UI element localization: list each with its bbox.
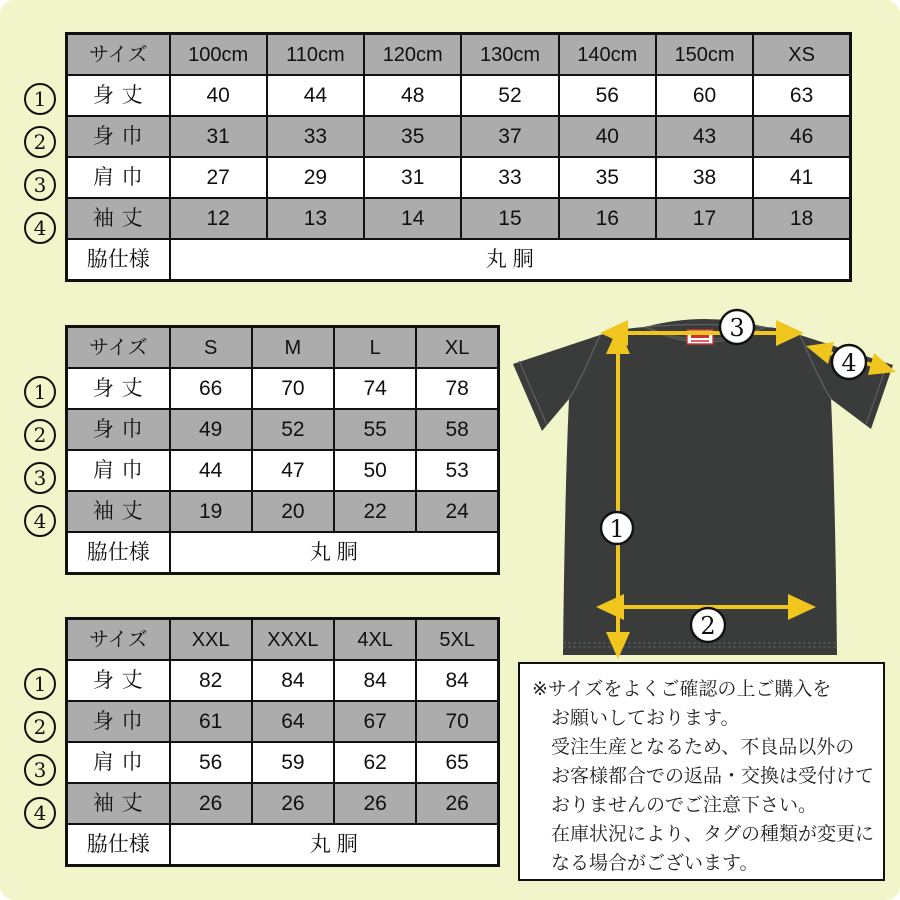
diagram-marker-3 [720,310,754,344]
measure-row-label: 肩 巾 [67,450,170,491]
measure-value-cell: 84 [416,660,498,701]
header-row [67,34,851,76]
size-column-header: XL [416,327,498,369]
measure-value-cell: 62 [334,742,416,783]
size-header-label: サイズ [67,619,170,661]
measure-value-cell: 52 [252,409,334,450]
measure-value-cell: 33 [461,157,558,198]
tshirt-illustration [500,303,900,663]
size-table-big [24,617,500,867]
svg-text:2: 2 [700,612,716,640]
measure-row-label: 身 丈 [67,368,170,409]
size-table [65,32,852,282]
measure-value-cell: 17 [656,198,753,239]
circled-number-2: 2 [24,711,56,743]
measure-value-cell: 66 [170,368,252,409]
circled-number-1: 1 [24,668,56,700]
measure-row-label: 身 巾 [67,116,170,157]
measure-row-label: 袖 丈 [67,198,170,239]
circled-number-1: 1 [24,83,56,115]
measure-row-label: 肩 巾 [67,742,170,783]
side-spec-label: 脇仕様 [67,824,170,866]
circled-number-4: 4 [24,797,56,829]
svg-text:3: 3 [729,314,745,342]
size-column-header: 140cm [559,34,656,76]
measure-value-cell: 33 [267,116,364,157]
notice-line: 在庫状況により、タグの種類が変更に [551,824,875,845]
measure-value-cell: 47 [252,450,334,491]
measure-row-label: 肩 巾 [67,157,170,198]
notice-line: お願いしております。 [551,708,740,729]
measure-row-label: 身 丈 [67,75,170,116]
circled-number-3: 3 [24,169,56,201]
side-spec-label: 脇仕様 [67,239,170,281]
measure-value-cell: 40 [170,75,267,116]
size-table-adult [24,325,500,575]
measure-value-cell: 26 [416,783,498,824]
measure-row-label: 身 巾 [67,701,170,742]
size-table [65,617,500,867]
measure-row-label: 袖 丈 [67,783,170,824]
measure-value-cell: 74 [334,368,416,409]
measure-value-cell: 19 [170,491,252,532]
circled-number-2: 2 [24,126,56,158]
side-spec-value: 丸 胴 [170,239,851,281]
measure-value-cell: 70 [252,368,334,409]
measure-row [67,660,499,701]
measure-value-cell: 48 [364,75,461,116]
measure-value-cell: 67 [334,701,416,742]
measure-value-cell: 65 [416,742,498,783]
measure-value-cell: 15 [461,198,558,239]
measure-value-cell: 59 [252,742,334,783]
measure-value-cell: 82 [170,660,252,701]
side-spec-label: 脇仕様 [67,532,170,574]
measure-value-cell: 84 [252,660,334,701]
svg-text:4: 4 [841,349,857,377]
side-spec-value: 丸 胴 [170,824,499,866]
measure-value-cell: 37 [461,116,558,157]
purchase-notice-box [518,662,885,881]
measure-row [67,701,499,742]
measure-row-label: 身 巾 [67,409,170,450]
measure-value-cell: 31 [170,116,267,157]
measure-value-cell: 14 [364,198,461,239]
tshirt-measurement-diagram [500,303,900,663]
measure-value-cell: 58 [416,409,498,450]
measure-value-cell: 26 [170,783,252,824]
measure-value-cell: 55 [334,409,416,450]
measure-row [67,198,851,239]
measure-value-cell: 50 [334,450,416,491]
measure-value-cell: 56 [559,75,656,116]
size-column-header: M [252,327,334,369]
measure-value-cell: 49 [170,409,252,450]
measure-value-cell: 35 [559,157,656,198]
diagram-marker-4 [832,345,866,379]
diagram-marker-1 [601,512,633,544]
measure-row [67,116,851,157]
measure-value-cell: 84 [334,660,416,701]
size-column-header: 120cm [364,34,461,76]
size-column-header: 130cm [461,34,558,76]
measure-value-cell: 61 [170,701,252,742]
circled-number-2: 2 [24,419,56,451]
measure-value-cell: 64 [252,701,334,742]
notice-line: お客様都合での返品・交換は受付けて [551,766,875,787]
notice-line: 受注生産となるため、不良品以外の [551,737,855,758]
measure-value-cell: 26 [252,783,334,824]
size-table-kids [24,32,852,282]
measure-row [67,450,499,491]
size-column-header: 110cm [267,34,364,76]
measure-value-cell: 53 [416,450,498,491]
measure-value-cell: 63 [753,75,850,116]
side-spec-value: 丸 胴 [170,532,499,574]
measure-value-cell: 29 [267,157,364,198]
measure-value-cell: 27 [170,157,267,198]
measure-row [67,783,499,824]
measure-value-cell: 52 [461,75,558,116]
measure-value-cell: 31 [364,157,461,198]
circled-number-3: 3 [24,462,56,494]
notice-line: おりませんのでご注意下さい。 [551,795,818,816]
measure-value-cell: 38 [656,157,753,198]
size-column-header: XXL [170,619,252,661]
circled-number-4: 4 [24,212,56,244]
measure-row [67,742,499,783]
measure-value-cell: 12 [170,198,267,239]
measure-row [67,409,499,450]
circled-number-1: 1 [24,376,56,408]
size-table [65,325,500,575]
side-spec-row [67,239,851,281]
svg-text:1: 1 [609,515,625,543]
size-column-header: 100cm [170,34,267,76]
size-column-header: XXXL [252,619,334,661]
notice-line: なる場合がございます。 [551,853,759,874]
size-header-label: サイズ [67,327,170,369]
measure-value-cell: 70 [416,701,498,742]
measure-value-cell: 20 [252,491,334,532]
measure-value-cell: 46 [753,116,850,157]
measure-value-cell: 78 [416,368,498,409]
measure-value-cell: 44 [267,75,364,116]
measure-value-cell: 18 [753,198,850,239]
size-column-header: 5XL [416,619,498,661]
measure-value-cell: 26 [334,783,416,824]
measure-value-cell: 60 [656,75,753,116]
circled-number-4: 4 [24,505,56,537]
measure-value-cell: 16 [559,198,656,239]
header-row [67,619,499,661]
measure-value-cell: 24 [416,491,498,532]
size-column-header: 4XL [334,619,416,661]
measure-value-cell: 40 [559,116,656,157]
measure-value-cell: 41 [753,157,850,198]
measure-value-cell: 13 [267,198,364,239]
size-column-header: S [170,327,252,369]
measure-row [67,75,851,116]
measure-row [67,491,499,532]
side-spec-row [67,532,499,574]
measure-value-cell: 56 [170,742,252,783]
measure-row [67,157,851,198]
diagram-marker-2 [691,608,725,642]
notice-line: ※サイズをよくご確認の上ご購入を [532,679,832,700]
size-column-header: 150cm [656,34,753,76]
measure-row-label: 袖 丈 [67,491,170,532]
size-header-label: サイズ [67,34,170,76]
measure-row [67,368,499,409]
measure-value-cell: 44 [170,450,252,491]
size-column-header: L [334,327,416,369]
measure-row-label: 身 丈 [67,660,170,701]
measure-value-cell: 43 [656,116,753,157]
header-row [67,327,499,369]
measure-value-cell: 22 [334,491,416,532]
measure-value-cell: 35 [364,116,461,157]
side-spec-row [67,824,499,866]
size-column-header: XS [753,34,850,76]
circled-number-3: 3 [24,754,56,786]
